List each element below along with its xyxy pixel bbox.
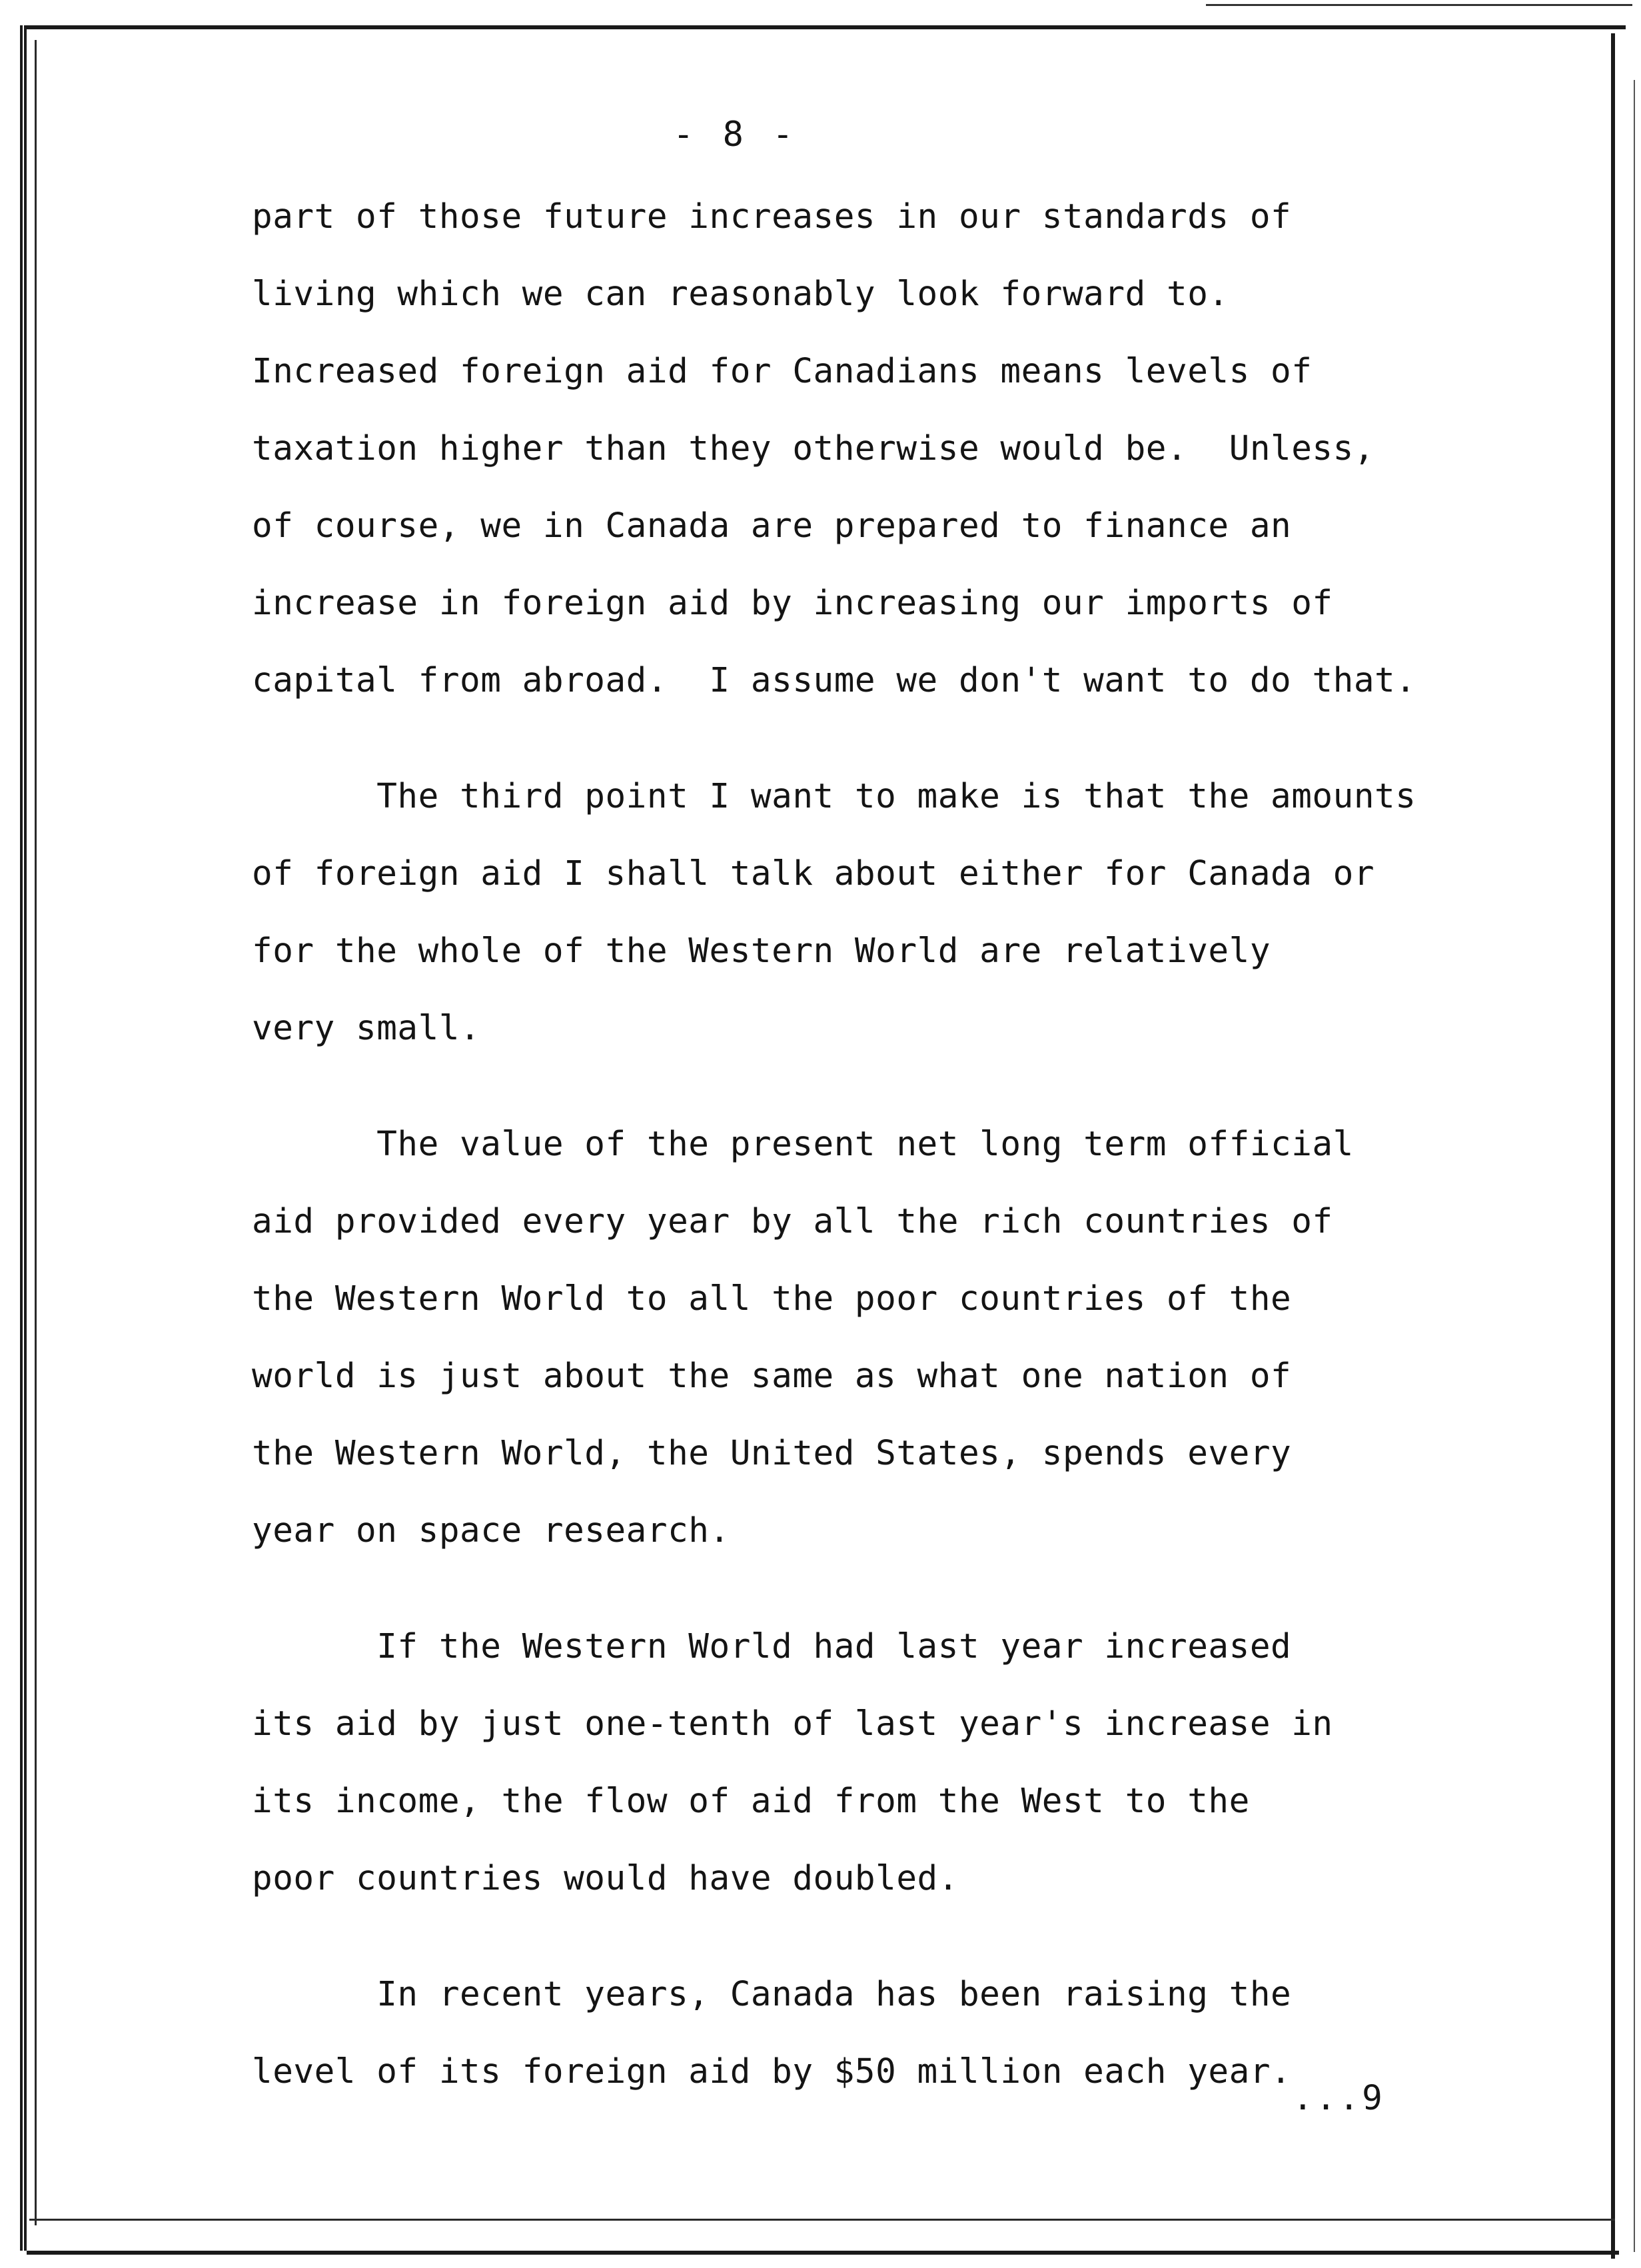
- text-line: part of those future increases in our standards of: [252, 197, 1292, 237]
- text-line: capital from abroad. I assume we don't want to do that.: [252, 661, 1416, 700]
- continuation-marker: ...9: [1293, 2079, 1385, 2118]
- text-line: aid provided every year by all the rich countries of: [252, 1202, 1333, 1241]
- text-line: If the Western World had last year increased: [252, 1627, 1292, 1666]
- paragraph-1: [252, 179, 1424, 720]
- page-frame-left: [20, 25, 27, 2251]
- text-line: world is just about the same as what one nation of: [252, 1357, 1292, 1396]
- text-line: the Western World, the United States, spends every: [252, 1434, 1292, 1473]
- text-line: its aid by just one-tenth of last year's increase in: [252, 1704, 1333, 1744]
- paragraph-2: [252, 758, 1424, 1067]
- text-line: its income, the flow of aid from the West to the: [252, 1782, 1250, 1821]
- text-line: year on space research.: [252, 1511, 730, 1550]
- page-frame-bottom: [27, 2251, 1619, 2255]
- text-line: of foreign aid I shall talk about either for Canada or: [252, 854, 1375, 893]
- page-number: - 8 -: [673, 115, 798, 155]
- page-frame-top: [27, 25, 1626, 29]
- text-line: increase in foreign aid by increasing our imports of: [252, 584, 1333, 623]
- text-line: for the whole of the Western World are relatively: [252, 931, 1271, 971]
- text-line: The value of the present net long term official: [252, 1125, 1354, 1164]
- text-line: level of its foreign aid by $50 million each year.: [252, 2052, 1292, 2091]
- page-frame-bottom-inner: [29, 2219, 1615, 2221]
- paragraph-5: [252, 1956, 1424, 2111]
- text-line: Increased foreign aid for Canadians means levels of: [252, 352, 1313, 391]
- text-line: of course, we in Canada are prepared to finance an: [252, 506, 1292, 546]
- text-line: The third point I want to make is that the amounts: [252, 777, 1416, 816]
- text-line: very small.: [252, 1009, 481, 1048]
- page-frame-left-inner: [35, 40, 37, 2225]
- text-line: In recent years, Canada has been raising the: [252, 1975, 1292, 2014]
- text-line: poor countries would have doubled.: [252, 1859, 959, 1898]
- document-body: [252, 179, 1424, 2149]
- text-line: living which we can reasonably look forward to.: [252, 275, 1229, 314]
- paragraph-3: [252, 1106, 1424, 1570]
- page-frame-right: [1611, 33, 1615, 2259]
- top-edge-rule: [1206, 4, 1632, 6]
- paragraph-4: [252, 1608, 1424, 1918]
- text-line: taxation higher than they otherwise would be. Unless,: [252, 429, 1375, 468]
- text-line: the Western World to all the poor countries of the: [252, 1279, 1292, 1319]
- page-frame-right-outer: [1634, 80, 1635, 2252]
